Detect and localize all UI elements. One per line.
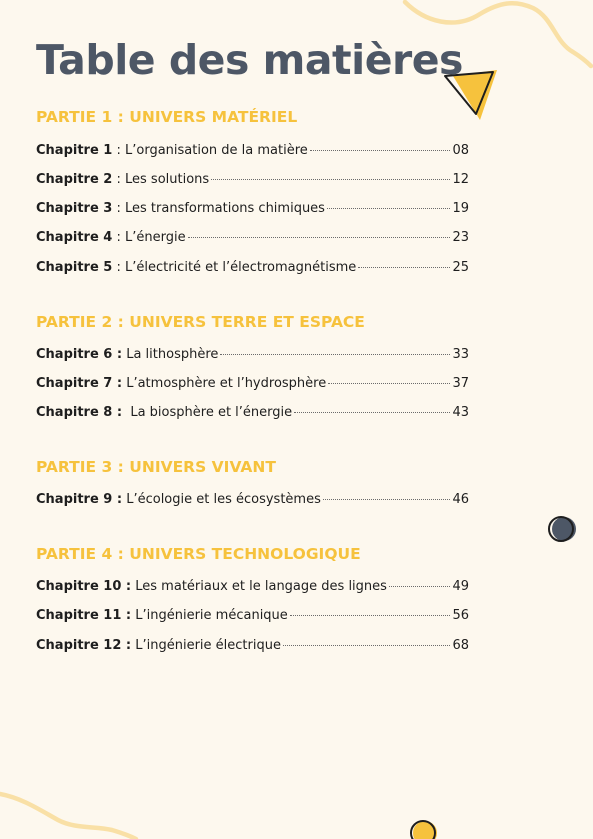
chapter-label: Chapitre 7 : — [36, 376, 123, 391]
chapter-label: Chapitre 5 — [36, 260, 113, 275]
page-number: 37 — [452, 376, 469, 391]
chapter-separator: : — [112, 143, 125, 158]
part-title: PARTIE 2 : UNIVERS TERRE ET ESPACE — [36, 313, 365, 331]
chapter-title: L’électricité et l’électromagnétisme — [125, 260, 357, 275]
page-number: 19 — [452, 201, 469, 216]
part-title: PARTIE 1 : UNIVERS MATÉRIEL — [36, 108, 298, 126]
dot-leader — [389, 586, 451, 587]
dot-leader — [220, 354, 450, 355]
dot-leader — [358, 267, 450, 268]
chapter-entry[interactable] — [36, 143, 469, 163]
part-title: PARTIE 4 : UNIVERS TECHNOLOGIQUE — [36, 545, 361, 563]
chapter-entry[interactable] — [36, 405, 469, 425]
chapter-title: Les transformations chimiques — [125, 201, 325, 216]
page-number: 25 — [452, 260, 469, 275]
chapter-entry[interactable] — [36, 201, 469, 221]
chapter-title: La biosphère et l’énergie — [130, 405, 293, 420]
page-number: 23 — [452, 230, 469, 245]
chapter-separator: : — [112, 201, 125, 216]
chapter-title: L’écologie et les écosystèmes — [126, 492, 321, 507]
page-number: 56 — [452, 608, 469, 623]
half-circle-icon — [404, 817, 444, 839]
chapter-entry[interactable] — [36, 172, 469, 192]
chapter-label: Chapitre 11 : — [36, 608, 132, 623]
chapter-label: Chapitre 2 — [36, 172, 113, 187]
chapter-separator — [122, 405, 130, 420]
chapter-entry[interactable] — [36, 230, 469, 250]
chapter-title: L’ingénierie électrique — [135, 638, 281, 653]
chapter-separator: : — [112, 260, 125, 275]
dot-leader — [310, 150, 451, 151]
chapter-separator: : — [112, 172, 125, 187]
page-number: 43 — [452, 405, 469, 420]
chapter-label: Chapitre 9 : — [36, 492, 123, 507]
page-number: 12 — [452, 172, 469, 187]
chapter-label: Chapitre 6 : — [36, 347, 123, 362]
chapter-title: L’ingénierie mécanique — [135, 608, 288, 623]
chapter-title: L’énergie — [125, 230, 186, 245]
chapter-title: Les matériaux et le langage des lignes — [135, 579, 387, 594]
page-number: 08 — [452, 143, 469, 158]
dot-leader — [290, 615, 451, 616]
chapter-label: Chapitre 8 : — [36, 405, 123, 420]
chapter-label: Chapitre 12 : — [36, 638, 132, 653]
circle-icon — [546, 514, 580, 546]
page-number: 49 — [452, 579, 469, 594]
chapter-label: Chapitre 3 — [36, 201, 113, 216]
chapter-separator: : — [112, 230, 125, 245]
chapter-entry[interactable] — [36, 347, 469, 367]
chapter-entry[interactable] — [36, 608, 469, 628]
chapter-entry[interactable] — [36, 492, 469, 512]
chapter-entry[interactable] — [36, 579, 469, 599]
chapter-entry[interactable] — [36, 260, 469, 280]
page-number: 46 — [452, 492, 469, 507]
dot-leader — [327, 208, 450, 209]
dot-leader — [188, 237, 451, 238]
chapter-title: La lithosphère — [126, 347, 219, 362]
chapter-title: L’organisation de la matière — [125, 143, 308, 158]
dot-leader — [323, 499, 451, 500]
chapter-entry[interactable] — [36, 376, 469, 396]
part-title: PARTIE 3 : UNIVERS VIVANT — [36, 458, 276, 476]
chapter-label: Chapitre 1 — [36, 143, 113, 158]
chapter-label: Chapitre 4 — [36, 230, 113, 245]
dot-leader — [328, 383, 450, 384]
squiggle-bottom-decoration — [0, 772, 140, 839]
dot-leader — [294, 412, 450, 413]
dot-leader — [211, 179, 450, 180]
chapter-title: L’atmosphère et l’hydrosphère — [126, 376, 327, 391]
page-number: 33 — [452, 347, 469, 362]
page-title: Table des matières — [36, 36, 463, 84]
chapter-label: Chapitre 10 : — [36, 579, 132, 594]
dot-leader — [283, 645, 450, 646]
chapter-entry[interactable] — [36, 638, 469, 658]
page-number: 68 — [452, 638, 469, 653]
chapter-title: Les solutions — [125, 172, 210, 187]
